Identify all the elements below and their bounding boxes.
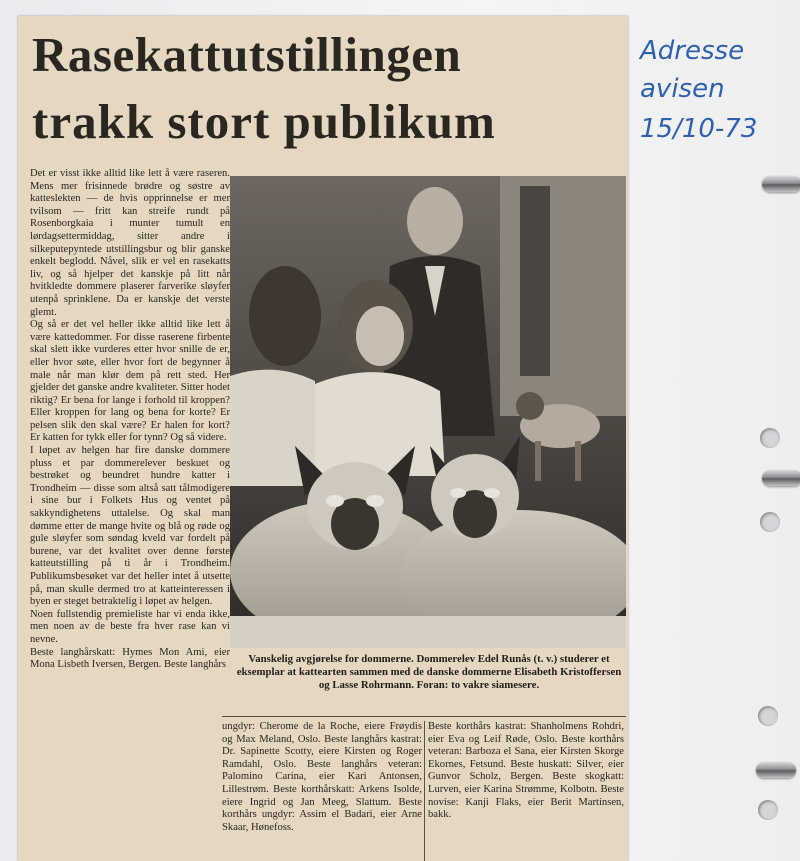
punch-hole-icon [760, 512, 780, 532]
headline-line-1: Rasekattutstillingen [32, 27, 462, 82]
note-line-3: 15/10-73 [640, 114, 758, 144]
newspaper-clipping [18, 16, 628, 861]
binder-ring-icon [762, 176, 800, 192]
article-column-left: Det er visst ikke alltid like lett å være raseren. Mens mer frisinnede brødre og søstre av katteslekten — de hvis opprinnelse er mer tvilsom — fritt kan streife rundt på Rosenborgkaia i munter tumult en lørdagsettermiddag, sitter andre i silkeputepyntede utstillingsbur og blir ganske enkelt beglodd. Nåvel, slik er vel en rasekatts liv, og så hjelper det kanskje på litt når hvitkledte dommere plaserer farverike sløyfer utenpå sprinklene. Da er kanskje det verste glemt. Og så er det vel heller ikke alltid like lett å være kattedommer. For disse raserene firbente skal slett ikke vurderes etter hvor snille de er, eller hvor søte, eller hvor fort de begynner å male når man klør dem på rett sted. Her gjelder det ganske andre kvaliteter. Sitter hodet riktig? Er bena for lange i forhold til kroppen? Eller kroppen for lang og bena for korte? Er pelsen slik den skal være? Er halen for kort? Er katten for tykk eller for tynn? Og så videre. I løpet av helgen har fire danske dommere pluss et par dommerelever beskuet og bestrøket og beundret hundre katter i Trondheim — disse som altså satt tålmodigere i sine bur i Folkets Hus og ventet på sakkyndighetens uttalelse. Og skal man dømme etter de mange hvite og blå og røde og gule sløyfer som søndag kveld var fordelt på burene, var det kvalitet over denne første katteutstilling på ti år i Trondheim. Publikumsbesøket var det heller intet å utsette på, man skulle dermed tro at katteinteressen i byen er steget betraktelig i løpet av helgen. Noen fullstendig premieliste har vi enda ikke, men noen av de beste fra hver rase kan vi nevne. Beste langhårskatt: Hymes Mon Ami, eier Mona Lisbeth Iversen, Bergen. Beste langhårs [30, 168, 230, 671]
note-line-1: Adresse [640, 36, 745, 66]
article-column-middle: ungdyr: Cherome de la Roche, eiere Frøydis og Max Meland, Oslo. Beste langhårs kastrat: Dr. Sapinette Scotty, eiere Kirsten og Roger Ramdahl, Oslo. Beste langhårs veteran: Palomino Carina, eier Kari Antonsen, Lillestrøm. Beste korthårskatt: Arkens Isolde, eiere Ingrid og Jan Meeg, Slattum. Beste korthårs ungdyr: Assim el Badari, eier Arne Skaar, Hønefoss. [222, 721, 422, 833]
binder-ring-icon [756, 762, 796, 778]
headline-line-2: trakk stort publikum [32, 94, 496, 149]
article-column-right: Beste korthårs kastrat: Shanholmens Rohdri, eier Eva og Leif Røde, Oslo. Beste korthårs veteran: Barboza el Sana, eier Kirsten Skorge Ekornes, Fetsund. Beste huskatt: Silver, eier Gunvor Scholz, Bergen. Beste skogkatt: Lurven, eier Karina Strømme, Kolbotn. Beste novise: Kanji Flaks, eier Berit Martinsen, bakk. [428, 721, 624, 821]
news-photo [230, 176, 626, 648]
punch-hole-icon [758, 800, 778, 820]
column-divider-vertical [424, 721, 425, 861]
punch-hole-icon [758, 706, 778, 726]
handwritten-note [640, 32, 790, 148]
column-divider-horizontal [222, 716, 626, 717]
photo-caption: Vanskelig avgjørelse for dommerne. Dommerelev Edel Runås (t. v.) studerer et eksemplar at kattearten sammen med de danske dommerne Elisabeth Kristoffersen og Lasse Rohrmann. Foran: to vakre siamesere. [236, 653, 622, 691]
binder-ring-icon [762, 470, 800, 486]
headline [32, 27, 622, 149]
punch-hole-icon [760, 428, 780, 448]
note-line-2: avisen [640, 74, 725, 104]
photo-illustration [230, 176, 626, 648]
